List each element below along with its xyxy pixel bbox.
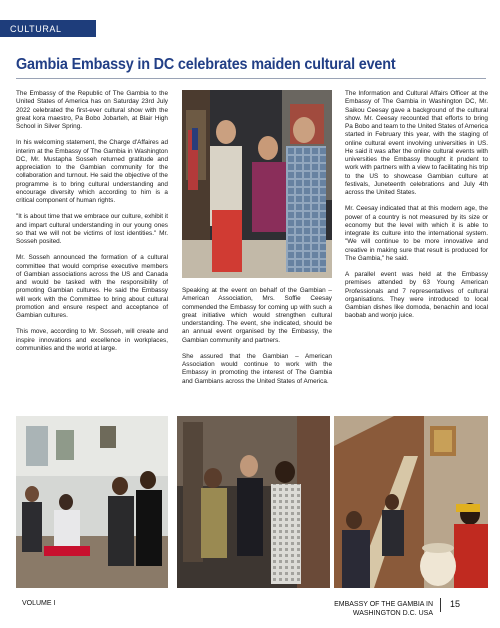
event-photo-guests-standing [177,416,330,588]
article-column-left [16,90,168,361]
event-photo-drummer-staircase [334,416,488,588]
paragraph: The Embassy of the Republic of The Gambia to the United States of America has on Saturday 23rd July 2022 celebrated the first-ever cultural show with the great kora maestro, Pa Bobo Jobarteh, at Blair High School in Silver Spring. [16,90,168,130]
paragraph: Mr. Ceesay indicated that at this modern age, the power of a country is not measured by its size or economy but the level with which it is able to integrate its culture into the international system. "We will continue to be more innovative and creative in making sure that result is produced for The Gambia," he said. [345,205,488,262]
footer-volume: VOLUME I [22,600,56,607]
event-photo-reception-room [16,416,168,588]
footer-divider [440,598,441,612]
footer-publication [321,600,433,618]
paragraph: Mr. Sosseh announced the formation of a cultural committee that would comprise executive members of Gambian associations across the US and Canada and would be tasked with the responsibility of promoting Gambian cultures. He said the Embassy will work with the Committee to bring about cultural promotion and ensure respect and acceptance of Gambian cultures. [16,254,168,319]
page-number: 15 [450,599,461,609]
paragraph: In his welcoming statement, the Charge d'Affaires ad interim at the Embassy of The Gambia in Washington DC, Mr. Mustapha Sosseh returned gratitude and appreciation to the Gambian community for the collaboration and turnout. He said the objective of the programme is to bring cultural understanding and encourage diversity which according to him is a critical component of human rights. [16,139,168,204]
headline-divider [16,78,486,79]
event-photo-guests-conversation [182,90,332,278]
article-column-middle [182,287,332,394]
footer-publication-line: WASHINGTON D.C. USA [352,610,433,617]
paragraph: The Information and Cultural Affairs Officer at the Embassy of The Gambia in Washington DC, Mr. Saikou Ceesay gave a background of the cultural show. Mr. Ceesay recounted that efforts to bring Pa Bobo and team to the United States of America started in February this year, with the staging of online cultural event involving universities in US. He said it was after the online cultural events with universities the Embassy thought it prudent to work with partners with a view to facilitating his trip to the US to showcase Gambian culture at festivals, Juneteenth celebrations and July 4th across the United States. [345,90,488,196]
paragraph: This move, according to Mr. Sosseh, will create and inspire innovations and excellence in workplaces, communities and the world at large. [16,328,168,352]
paragraph: Speaking at the event on behalf of the Gambian – American Association, Mrs. Soffie Ceesay commended the Embassy for coming up with such a great initiative which would strengthen cultural understanding. The event, she indicated, should be an annual event organised by the Embassy, the Gambian community and partners. [182,287,332,344]
article-headline: Gambia Embassy in DC celebrates maiden cultural event [16,56,396,73]
footer-publication-line: EMBASSY OF THE GAMBIA IN [334,601,433,608]
article-column-right [345,90,488,329]
paragraph: A parallel event was held at the Embassy premises attended by 63 Young American Professionals and 7 representatives of cultural organisations. They were introduced to local Gambian dishes like domoda, benachin and local baobab and wonjo juice. [345,271,488,320]
section-tag: CULTURAL [0,20,96,37]
paragraph: She assured that the Gambian – American Association would continue to work with the Embassy in promoting the interest of The Gambia and Gambians across the United States of America. [182,352,332,385]
paragraph: "It is about time that we embrace our culture, exhibit it and impart cultural understanding in our young ones so that we will not be victims of lost identities." Mr. Sosseh posited. [16,213,168,245]
